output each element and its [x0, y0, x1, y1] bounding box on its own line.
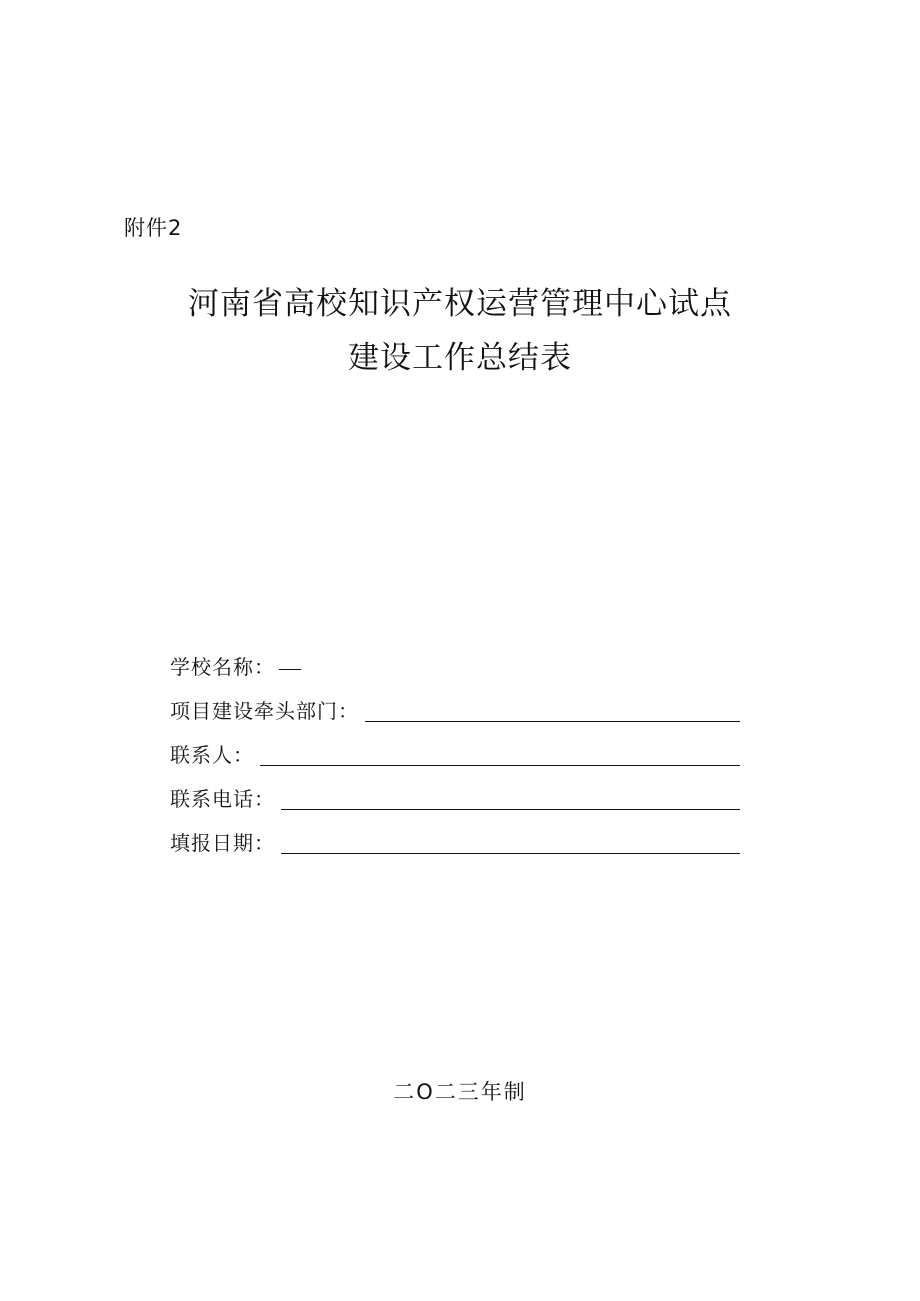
field-report-date: [170, 816, 740, 860]
attachment-label: 附件2: [124, 216, 183, 240]
field-lead-department-label: 项目建设牵头部门：: [170, 699, 359, 723]
field-contact-person-label: 联系人：: [170, 743, 254, 767]
field-contact-phone-line[interactable]: [281, 808, 740, 810]
document-title-line-2: 建设工作总结表: [348, 340, 572, 376]
field-lead-department: [170, 684, 740, 728]
field-school-name-blank[interactable]: [279, 668, 301, 670]
field-school-name: [170, 640, 740, 684]
document-title-line-1: 河南省高校知识产权运营管理中心试点: [188, 286, 732, 322]
footer-year: 二O二三年制: [393, 1080, 527, 1104]
field-school-name-label: 学校名称：: [170, 655, 275, 679]
field-contact-person: [170, 728, 740, 772]
field-contact-phone-label: 联系电话：: [170, 787, 275, 811]
field-contact-person-line[interactable]: [260, 764, 740, 766]
field-report-date-label: 填报日期：: [170, 831, 275, 855]
field-report-date-line[interactable]: [281, 852, 740, 854]
field-lead-department-line[interactable]: [365, 720, 740, 722]
form-fields: [170, 640, 740, 860]
field-contact-phone: [170, 772, 740, 816]
